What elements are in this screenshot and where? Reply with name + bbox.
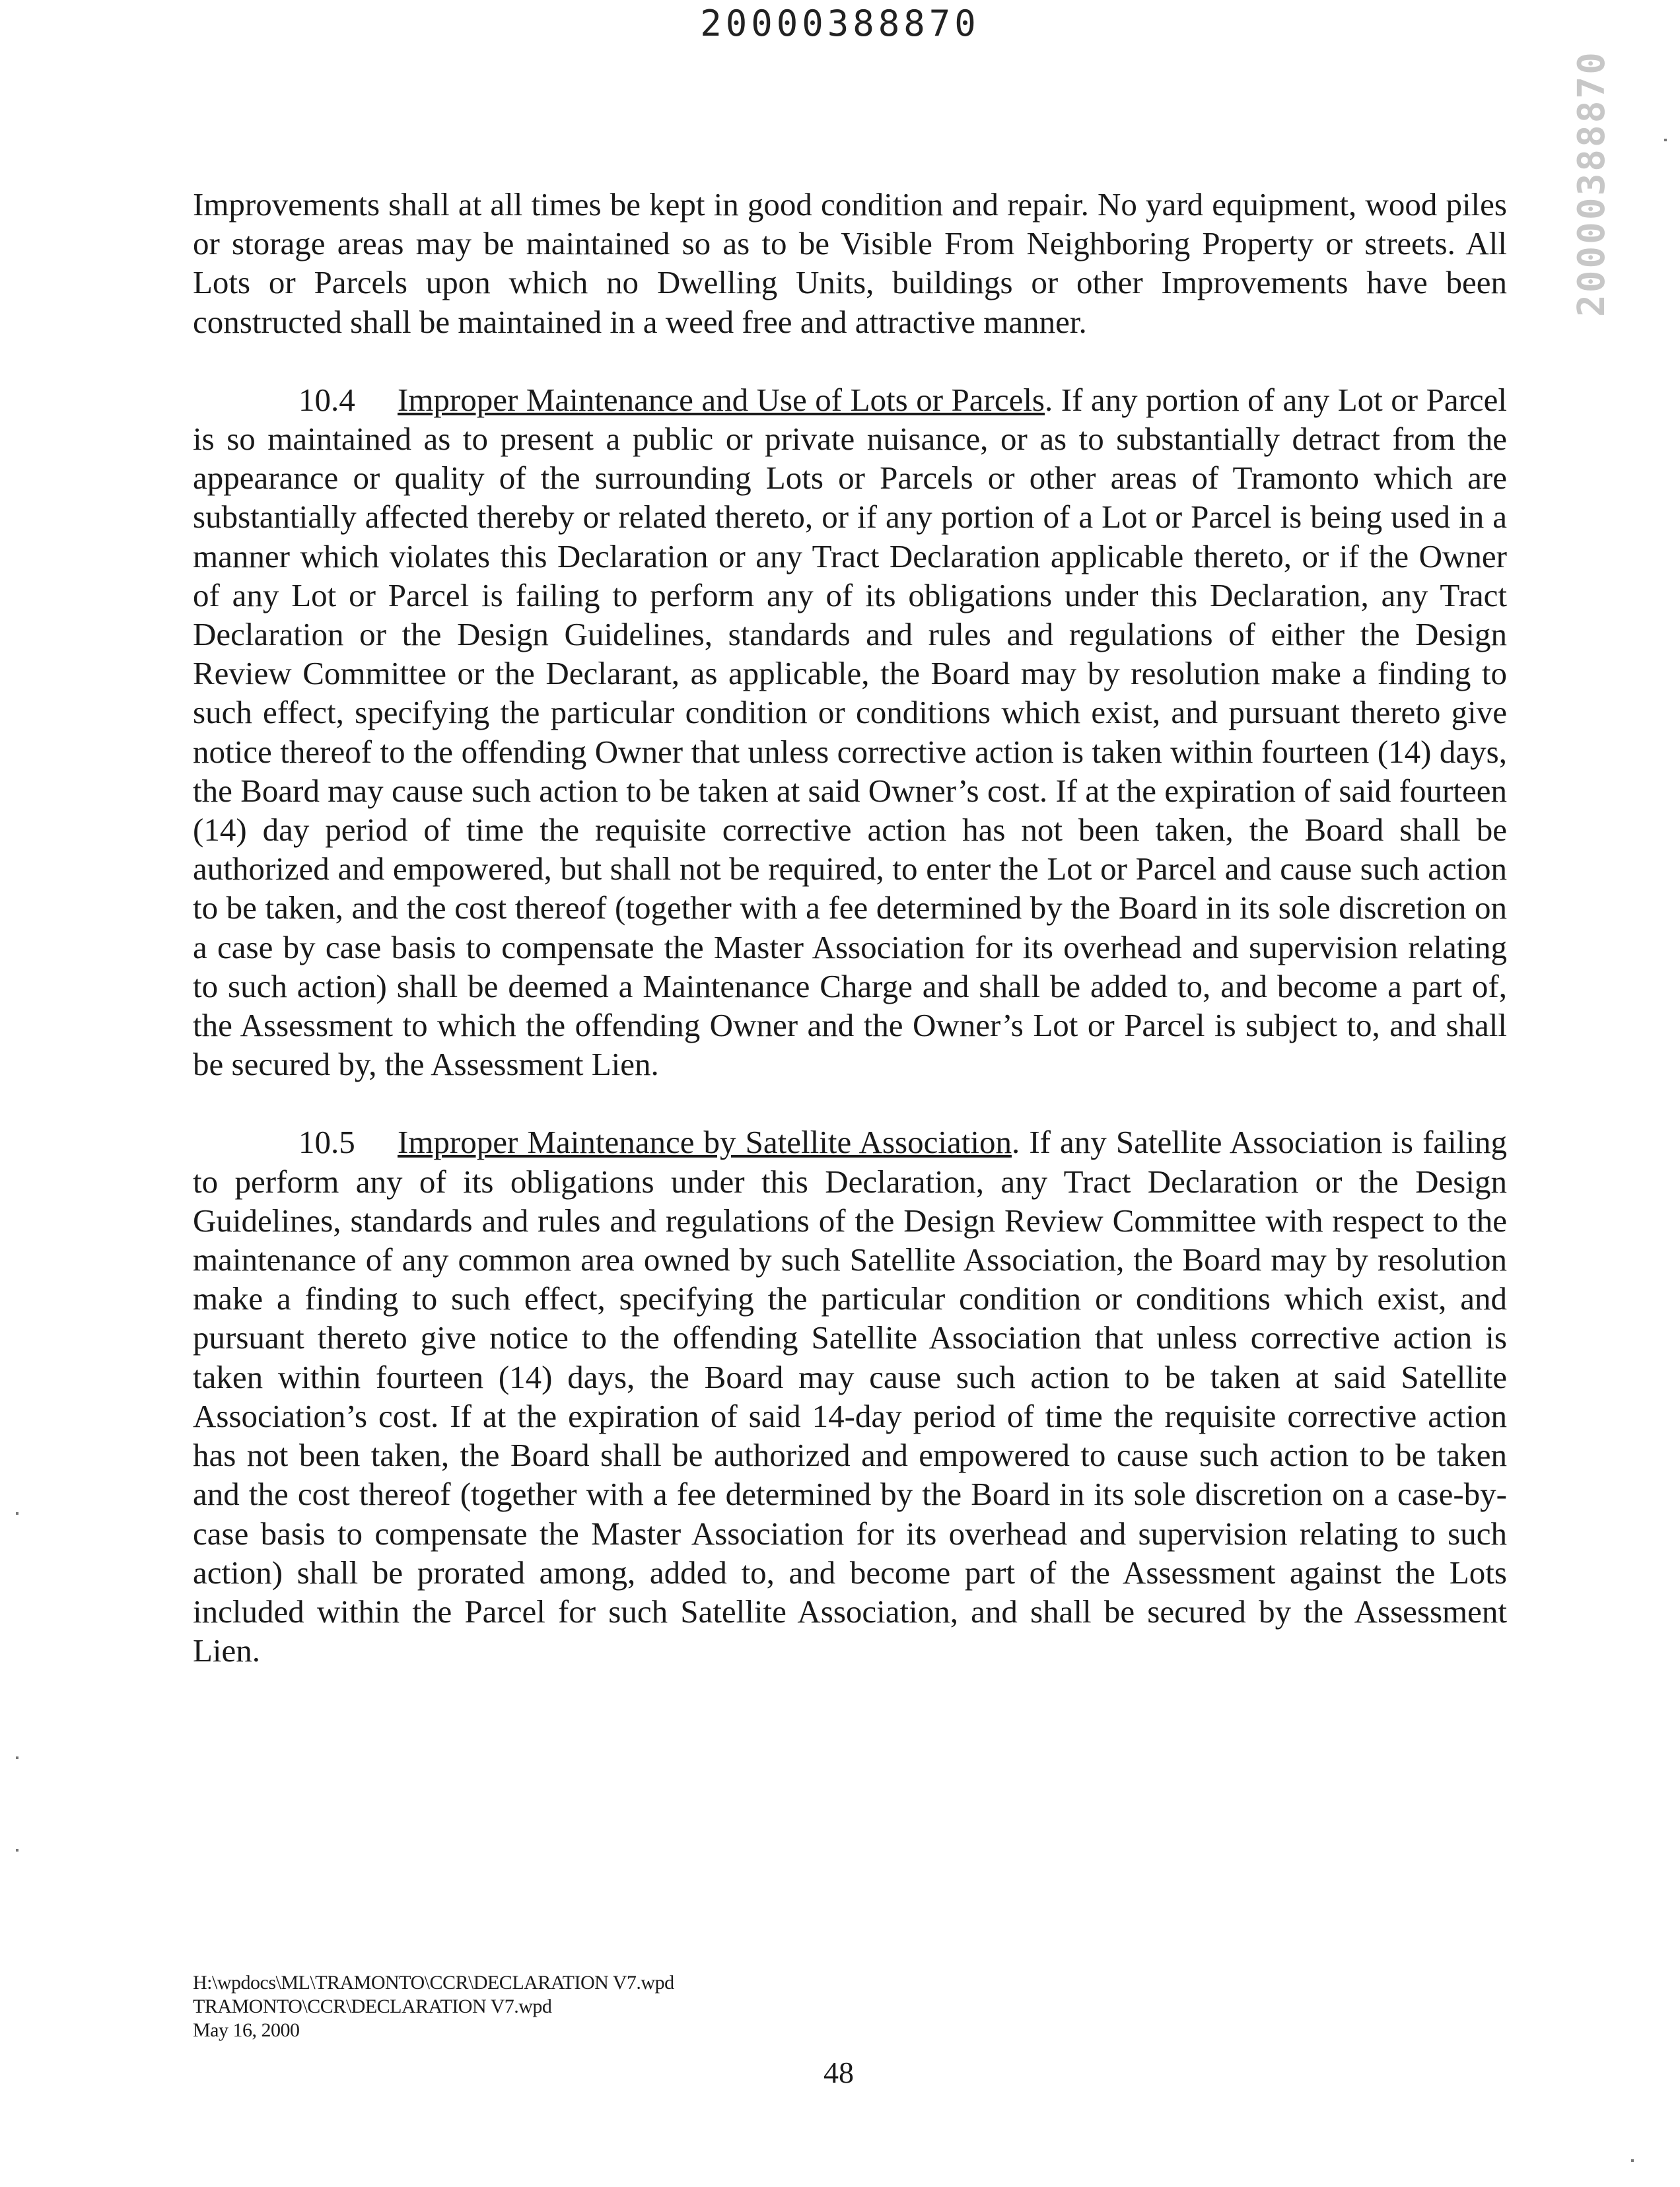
scan-speck [16, 1756, 18, 1759]
section-number: 10.5 [298, 1124, 355, 1161]
section-text: . If any portion of any Lot or Parcel is so maintained as to present a public or private nuisance, or as to substantially detract from the appearance or quality of the surrounding Lots or Parcels or other areas of Tramonto which are substantially affected thereby or related thereto, or if any portion of a Lot or Parcel is being used in a manner which violates this Declaration or any Tract Declaration applicable thereto, or if the Owner of any Lot or Parcel is failing to perform any of its obligations under this Declaration, any Tract Declaration or the Design Guidelines, standards and rules and regulations of either the Design Review Committee or the Declarant, as applicable, the Board may by resolution make a finding to such effect, specifying the particular condition or conditions which exist, and pursuant thereto give notice thereof to the offending Owner that unless corrective action is taken within fourteen (14) days, the Board may cause such action to be taken at said Owner’s cost. If at the expiration of said fourteen (14) day period of time the requisite corrective action has not been taken, the Board shall be authorized and empowered, but shall not be required, to enter the Lot or Parcel and cause such action to be taken, and the cost thereof (together with a fee determined by the Board in its sole discretion on a case by case basis to compensate the Master Association for its overhead and supervision relating to such action) shall be deemed a Maintenance Charge and shall be added to, and become a part of, the Assessment to which the offending Owner and the Owner’s Lot or Parcel is subject to, and shall be secured by, the Assessment Lien. [193, 381, 1507, 1083]
scan-speck [1664, 139, 1667, 141]
section-10-4 [193, 380, 1507, 1084]
page-number: 48 [823, 2056, 854, 2089]
file-path-line: H:\wpdocs\ML\TRAMONTO\CCR\DECLARATION V7.wpd [193, 1972, 674, 1994]
footer-date: May 16, 2000 [193, 2019, 300, 2041]
section-title: Improper Maintenance and Use of Lots or Parcels [398, 381, 1045, 418]
document-body [193, 185, 1507, 1709]
file-path-line: TRAMONTO\CCR\DECLARATION V7.wpd [193, 1996, 552, 2017]
scan-speck [1631, 2159, 1634, 2162]
section-number: 10.4 [298, 381, 355, 418]
section-text: . If any Satellite Association is failing to perform any of its obligations under this Declaration, any Tract Declaration or the Design Guidelines, standards and rules and regulations of the Design Review Committee with respect to the maintenance of any common area owned by such Satellite Association, the Board may by resolution make a finding to such effect, specifying the particular condition or conditions which exist, and pursuant thereto give notice to the offending Satellite Association that unless corrective action is taken within fourteen (14) days, the Board may cause such action to be taken at said Satellite Association’s cost. If at the expiration of said 14-day period of time the requisite corrective action has not been taken, the Board shall be authorized and empowered to cause such action to be taken and the cost thereof (together with a fee determined by the Board in its sole discretion on a case-by-case basis to compensate the Master Association for its overhead and supervision relating to such action) shall be prorated among, added to, and become part of the Assessment against the Lots included within the Parcel for such Satellite Association, and shall be secured by the Assessment Lien. [193, 1124, 1507, 1669]
section-title: Improper Maintenance by Satellite Association [398, 1124, 1012, 1161]
intro-paragraph: Improvements shall at all times be kept in good condition and repair. No yard equipment, wood piles or storage areas may be maintained so as to be Visible From Neighboring Property or streets. All Lots or Parcels upon which no Dwelling Units, buildings or other Improvements have been constructed shall be maintained in a weed free and attractive manner. [193, 186, 1507, 340]
document-number: 20000388870 [700, 3, 980, 44]
section-10-5 [193, 1123, 1507, 1670]
side-stamp: 20000388870 [1570, 50, 1613, 317]
file-path-footer [193, 1971, 674, 2042]
scan-speck [16, 1512, 18, 1515]
scan-speck [16, 1849, 18, 1852]
